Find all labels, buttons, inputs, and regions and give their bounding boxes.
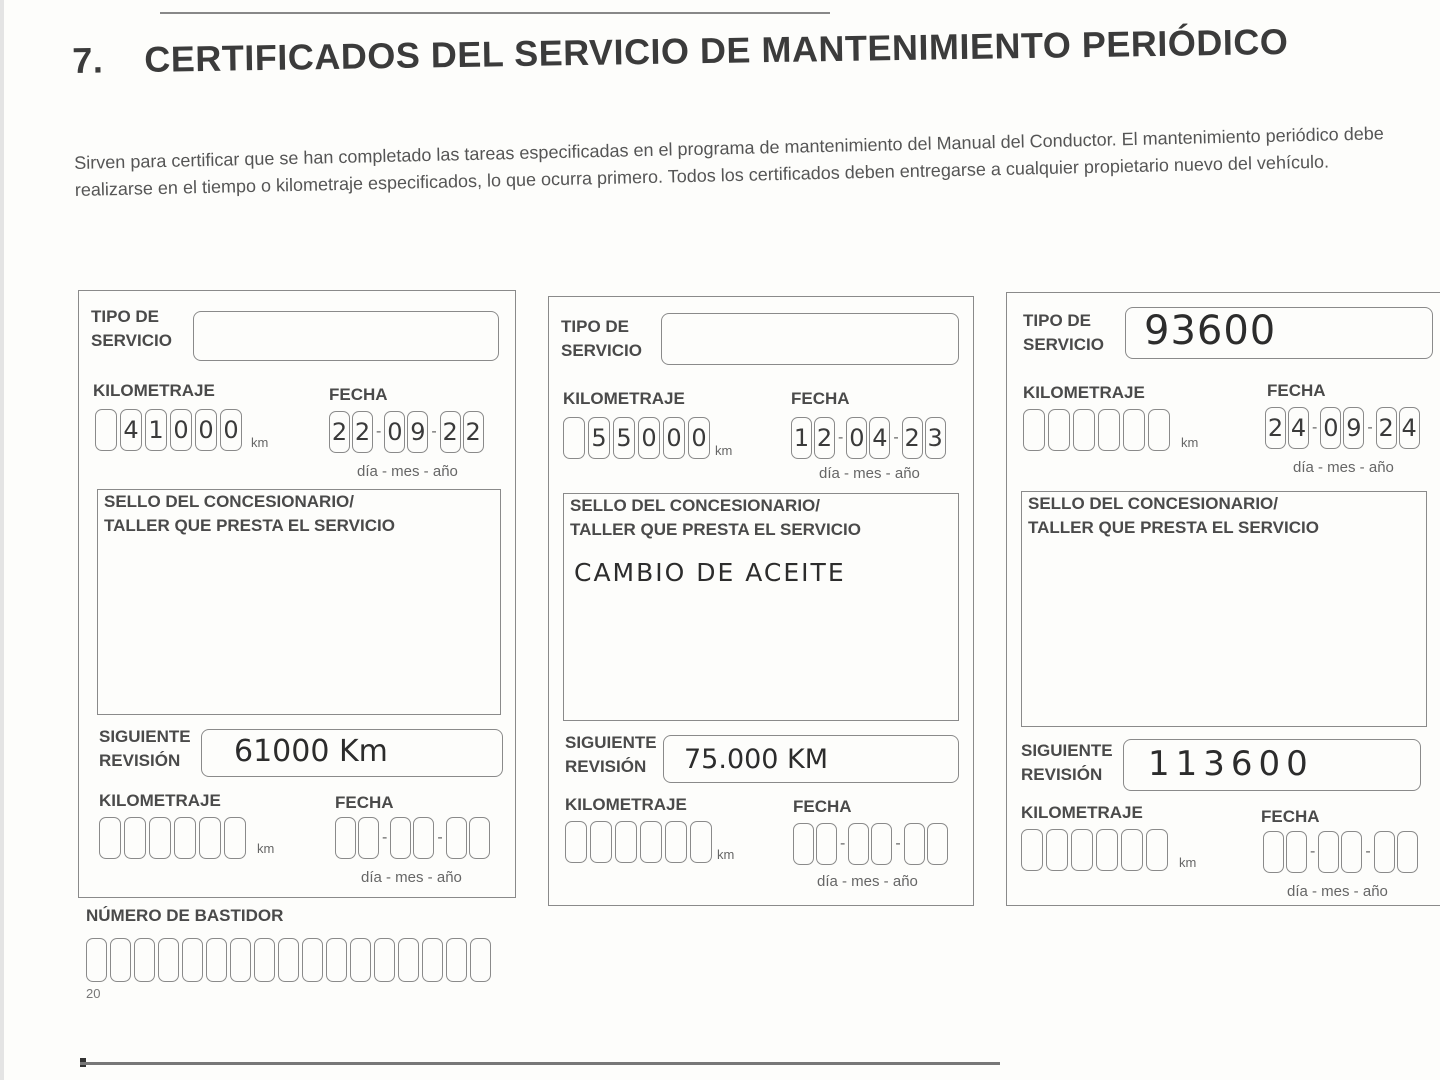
date-digit[interactable]: 2 bbox=[1376, 407, 1397, 449]
km-unit: km bbox=[717, 847, 735, 862]
km-digit[interactable] bbox=[690, 821, 712, 863]
vin-digit[interactable] bbox=[206, 938, 227, 982]
sello-title: SELLO DEL CONCESIONARIO/ TALLER QUE PRESTA EL SERVICIO bbox=[104, 492, 395, 535]
siguiente-revision-value: 61000 Km bbox=[234, 734, 388, 769]
km-digit[interactable] bbox=[1071, 829, 1093, 871]
kilometraje-label: KILOMETRAJE bbox=[1023, 383, 1145, 402]
vin-digit[interactable] bbox=[374, 938, 395, 982]
vin-digit[interactable] bbox=[446, 938, 467, 982]
date-separator: - bbox=[1310, 843, 1316, 860]
certificate-card-3 bbox=[1006, 292, 1440, 906]
date-digit[interactable]: 1 bbox=[791, 417, 812, 459]
date-digit[interactable]: 0 bbox=[1320, 407, 1341, 449]
siguiente-revision-label: SIGUIENTE REVISIÓN bbox=[565, 733, 657, 776]
vin-digit[interactable] bbox=[278, 938, 299, 982]
tipo-servicio-label: TIPO DE SERVICIO bbox=[91, 307, 172, 350]
date-digit[interactable] bbox=[904, 823, 925, 865]
tipo-servicio-value: 93600 bbox=[1144, 308, 1277, 354]
km-digit[interactable] bbox=[1023, 409, 1045, 451]
tipo-servicio-label: TIPO DE SERVICIO bbox=[561, 317, 642, 360]
date-digit[interactable]: 2 bbox=[352, 411, 373, 453]
siguiente-revision-label: SIGUIENTE REVISIÓN bbox=[1021, 741, 1113, 784]
vin-digit[interactable] bbox=[350, 938, 371, 982]
vin-digit[interactable] bbox=[86, 938, 107, 982]
certificate-card-1 bbox=[78, 290, 516, 898]
section-intro: Sirven para certificar que se han completado las tareas especificadas en el programa de mantenimiento del Manual del Conductor. El mantenimiento periódico debe realizarse en el tiempo o kilometraje especificados, lo que ocurra primero. Todos los certificados deben entregarse a cualquier propietario nuevo del vehículo. bbox=[74, 123, 1384, 200]
date-digit[interactable]: 0 bbox=[846, 417, 867, 459]
date-digit[interactable] bbox=[1263, 831, 1284, 873]
date-digit[interactable]: 3 bbox=[925, 417, 946, 459]
date-digit[interactable]: 2 bbox=[463, 411, 484, 453]
km-digit[interactable] bbox=[1123, 409, 1145, 451]
vin-digit[interactable] bbox=[158, 938, 179, 982]
sello-title: SELLO DEL CONCESIONARIO/ TALLER QUE PRESTA EL SERVICIO bbox=[570, 496, 861, 539]
date-separator: - bbox=[437, 829, 443, 846]
date-digit[interactable]: 0 bbox=[384, 411, 405, 453]
date-digit[interactable]: 2 bbox=[902, 417, 923, 459]
km-digit[interactable] bbox=[1148, 409, 1170, 451]
date-digit[interactable] bbox=[390, 817, 411, 859]
next-fecha-label: FECHA bbox=[793, 797, 852, 816]
kilometraje-label: KILOMETRAJE bbox=[563, 389, 685, 408]
date-digit[interactable] bbox=[446, 817, 467, 859]
siguiente-revision-value: 113600 bbox=[1148, 744, 1314, 784]
date-format-hint: día - mes - año bbox=[357, 463, 458, 480]
date-digit[interactable]: 2 bbox=[1265, 407, 1286, 449]
next-fecha-date-boxes[interactable] bbox=[793, 823, 948, 865]
km-digit[interactable]: 5 bbox=[588, 417, 610, 459]
vin-digit[interactable] bbox=[182, 938, 203, 982]
km-digit[interactable] bbox=[1096, 829, 1118, 871]
date-digit[interactable] bbox=[1374, 831, 1395, 873]
next-kilometraje-digits[interactable] bbox=[565, 821, 712, 863]
date-format-hint: día - mes - año bbox=[361, 869, 462, 886]
vin-digit[interactable] bbox=[230, 938, 251, 982]
next-fecha-date-boxes[interactable] bbox=[1263, 831, 1418, 873]
date-digit[interactable] bbox=[927, 823, 948, 865]
next-fecha-label: FECHA bbox=[335, 793, 394, 812]
date-separator: - bbox=[838, 429, 844, 446]
km-digit[interactable] bbox=[95, 409, 117, 451]
section-title-text: CERTIFICADOS DEL SERVICIO DE MANTENIMIENTO PERIÓDICO bbox=[143, 20, 1289, 80]
sello-box[interactable] bbox=[1021, 491, 1427, 727]
date-separator: - bbox=[431, 423, 437, 440]
km-unit: km bbox=[257, 841, 275, 856]
km-digit[interactable]: 1 bbox=[145, 409, 167, 451]
fecha-date-boxes[interactable] bbox=[1265, 407, 1420, 449]
date-format-hint: día - mes - año bbox=[1293, 459, 1394, 476]
date-digit[interactable]: 2 bbox=[329, 411, 350, 453]
kilometraje-label: KILOMETRAJE bbox=[93, 381, 215, 400]
siguiente-revision-label: SIGUIENTE REVISIÓN bbox=[99, 727, 191, 770]
kilometraje-digits[interactable] bbox=[95, 409, 242, 451]
vin-digit[interactable] bbox=[134, 938, 155, 982]
km-digit[interactable] bbox=[665, 821, 687, 863]
date-separator: - bbox=[1365, 843, 1371, 860]
vin-digit[interactable] bbox=[254, 938, 275, 982]
date-digit[interactable]: 4 bbox=[869, 417, 890, 459]
km-digit[interactable] bbox=[615, 821, 637, 863]
date-format-hint: día - mes - año bbox=[817, 873, 918, 890]
date-digit[interactable]: 9 bbox=[1343, 407, 1364, 449]
km-digit[interactable] bbox=[1046, 829, 1068, 871]
km-digit[interactable]: 0 bbox=[688, 417, 710, 459]
km-digit[interactable] bbox=[565, 821, 587, 863]
date-digit[interactable] bbox=[1341, 831, 1362, 873]
km-digit[interactable]: 0 bbox=[220, 409, 242, 451]
km-digit[interactable] bbox=[224, 817, 246, 859]
date-digit[interactable]: 4 bbox=[1399, 407, 1420, 449]
next-fecha-date-boxes[interactable] bbox=[335, 817, 490, 859]
km-digit[interactable] bbox=[99, 817, 121, 859]
date-digit[interactable] bbox=[816, 823, 837, 865]
numero-bastidor-boxes[interactable] bbox=[86, 938, 491, 982]
siguiente-revision-value: 75.000 KM bbox=[684, 744, 829, 775]
tipo-servicio-label: TIPO DE SERVICIO bbox=[1023, 311, 1104, 354]
date-separator: - bbox=[1367, 419, 1373, 436]
vin-digit[interactable] bbox=[326, 938, 347, 982]
vin-digit[interactable] bbox=[470, 938, 491, 982]
fecha-label: FECHA bbox=[1267, 381, 1326, 400]
date-format-hint: día - mes - año bbox=[819, 465, 920, 482]
km-unit: km bbox=[251, 435, 269, 450]
date-separator: - bbox=[893, 429, 899, 446]
date-digit[interactable] bbox=[469, 817, 490, 859]
km-digit[interactable] bbox=[1098, 409, 1120, 451]
date-digit[interactable] bbox=[413, 817, 434, 859]
km-digit[interactable] bbox=[149, 817, 171, 859]
date-format-hint: día - mes - año bbox=[1287, 883, 1388, 900]
sello-box[interactable] bbox=[563, 493, 959, 721]
next-kilometraje-label: KILOMETRAJE bbox=[99, 791, 221, 810]
vin-digit[interactable] bbox=[398, 938, 419, 982]
date-digit[interactable] bbox=[1286, 831, 1307, 873]
date-separator: - bbox=[376, 423, 382, 440]
date-separator: - bbox=[382, 829, 388, 846]
certificate-card-2 bbox=[548, 296, 974, 906]
numero-bastidor-label: NÚMERO DE BASTIDOR bbox=[86, 906, 284, 925]
tipo-servicio-field[interactable] bbox=[193, 311, 499, 361]
km-digit[interactable] bbox=[1021, 829, 1043, 871]
date-digit[interactable] bbox=[358, 817, 379, 859]
date-digit[interactable] bbox=[793, 823, 814, 865]
next-fecha-label: FECHA bbox=[1261, 807, 1320, 826]
kilometraje-digits[interactable] bbox=[1023, 409, 1170, 451]
km-digit[interactable]: 0 bbox=[663, 417, 685, 459]
km-digit[interactable] bbox=[199, 817, 221, 859]
km-unit: km bbox=[1179, 855, 1197, 870]
tipo-servicio-field[interactable] bbox=[661, 313, 959, 365]
date-digit[interactable]: 2 bbox=[814, 417, 835, 459]
page-edge bbox=[0, 0, 4, 1080]
fecha-date-boxes[interactable] bbox=[329, 411, 484, 453]
top-rule bbox=[160, 12, 830, 14]
km-digit[interactable]: 5 bbox=[613, 417, 635, 459]
date-separator: - bbox=[840, 835, 846, 852]
siguiente-revision-field[interactable] bbox=[663, 735, 959, 783]
km-digit[interactable] bbox=[590, 821, 612, 863]
km-digit[interactable] bbox=[1073, 409, 1095, 451]
next-kilometraje-digits[interactable] bbox=[1021, 829, 1168, 871]
km-digit[interactable]: 4 bbox=[120, 409, 142, 451]
km-digit[interactable] bbox=[1146, 829, 1168, 871]
km-digit[interactable] bbox=[640, 821, 662, 863]
date-digit[interactable] bbox=[335, 817, 356, 859]
tipo-servicio-field[interactable] bbox=[1125, 307, 1433, 359]
fecha-label: FECHA bbox=[329, 385, 388, 404]
date-digit[interactable] bbox=[1318, 831, 1339, 873]
date-digit[interactable]: 2 bbox=[440, 411, 461, 453]
date-digit[interactable]: 9 bbox=[407, 411, 428, 453]
km-digit[interactable]: 0 bbox=[170, 409, 192, 451]
km-digit[interactable] bbox=[124, 817, 146, 859]
km-digit[interactable]: 0 bbox=[195, 409, 217, 451]
bottom-rule bbox=[80, 1062, 1000, 1065]
page-number: 20 bbox=[86, 986, 101, 1001]
vin-digit[interactable] bbox=[110, 938, 131, 982]
section-number: 7. bbox=[72, 39, 104, 81]
km-unit: km bbox=[1181, 435, 1199, 450]
date-separator: - bbox=[895, 835, 901, 852]
vin-digit[interactable] bbox=[422, 938, 443, 982]
next-kilometraje-digits[interactable] bbox=[99, 817, 246, 859]
sello-title: SELLO DEL CONCESIONARIO/ TALLER QUE PRESTA EL SERVICIO bbox=[1028, 494, 1319, 537]
km-digit[interactable] bbox=[1048, 409, 1070, 451]
km-unit: km bbox=[715, 443, 733, 458]
siguiente-revision-field[interactable] bbox=[1123, 739, 1421, 791]
date-digit[interactable] bbox=[848, 823, 869, 865]
date-separator: - bbox=[1312, 419, 1318, 436]
km-digit[interactable] bbox=[1121, 829, 1143, 871]
next-kilometraje-label: KILOMETRAJE bbox=[1021, 803, 1143, 822]
date-digit[interactable] bbox=[1397, 831, 1418, 873]
km-digit[interactable] bbox=[174, 817, 196, 859]
section-title bbox=[72, 20, 1289, 82]
next-kilometraje-label: KILOMETRAJE bbox=[565, 795, 687, 814]
fecha-date-boxes[interactable] bbox=[791, 417, 946, 459]
sello-box[interactable] bbox=[97, 489, 501, 715]
kilometraje-digits[interactable] bbox=[563, 417, 710, 459]
km-digit[interactable]: 0 bbox=[638, 417, 660, 459]
sello-value: CAMBIO DE ACEITE bbox=[574, 558, 846, 587]
date-digit[interactable]: 4 bbox=[1288, 407, 1309, 449]
km-digit[interactable] bbox=[563, 417, 585, 459]
fecha-label: FECHA bbox=[791, 389, 850, 408]
siguiente-revision-field[interactable] bbox=[201, 729, 503, 777]
vin-digit[interactable] bbox=[302, 938, 323, 982]
date-digit[interactable] bbox=[871, 823, 892, 865]
